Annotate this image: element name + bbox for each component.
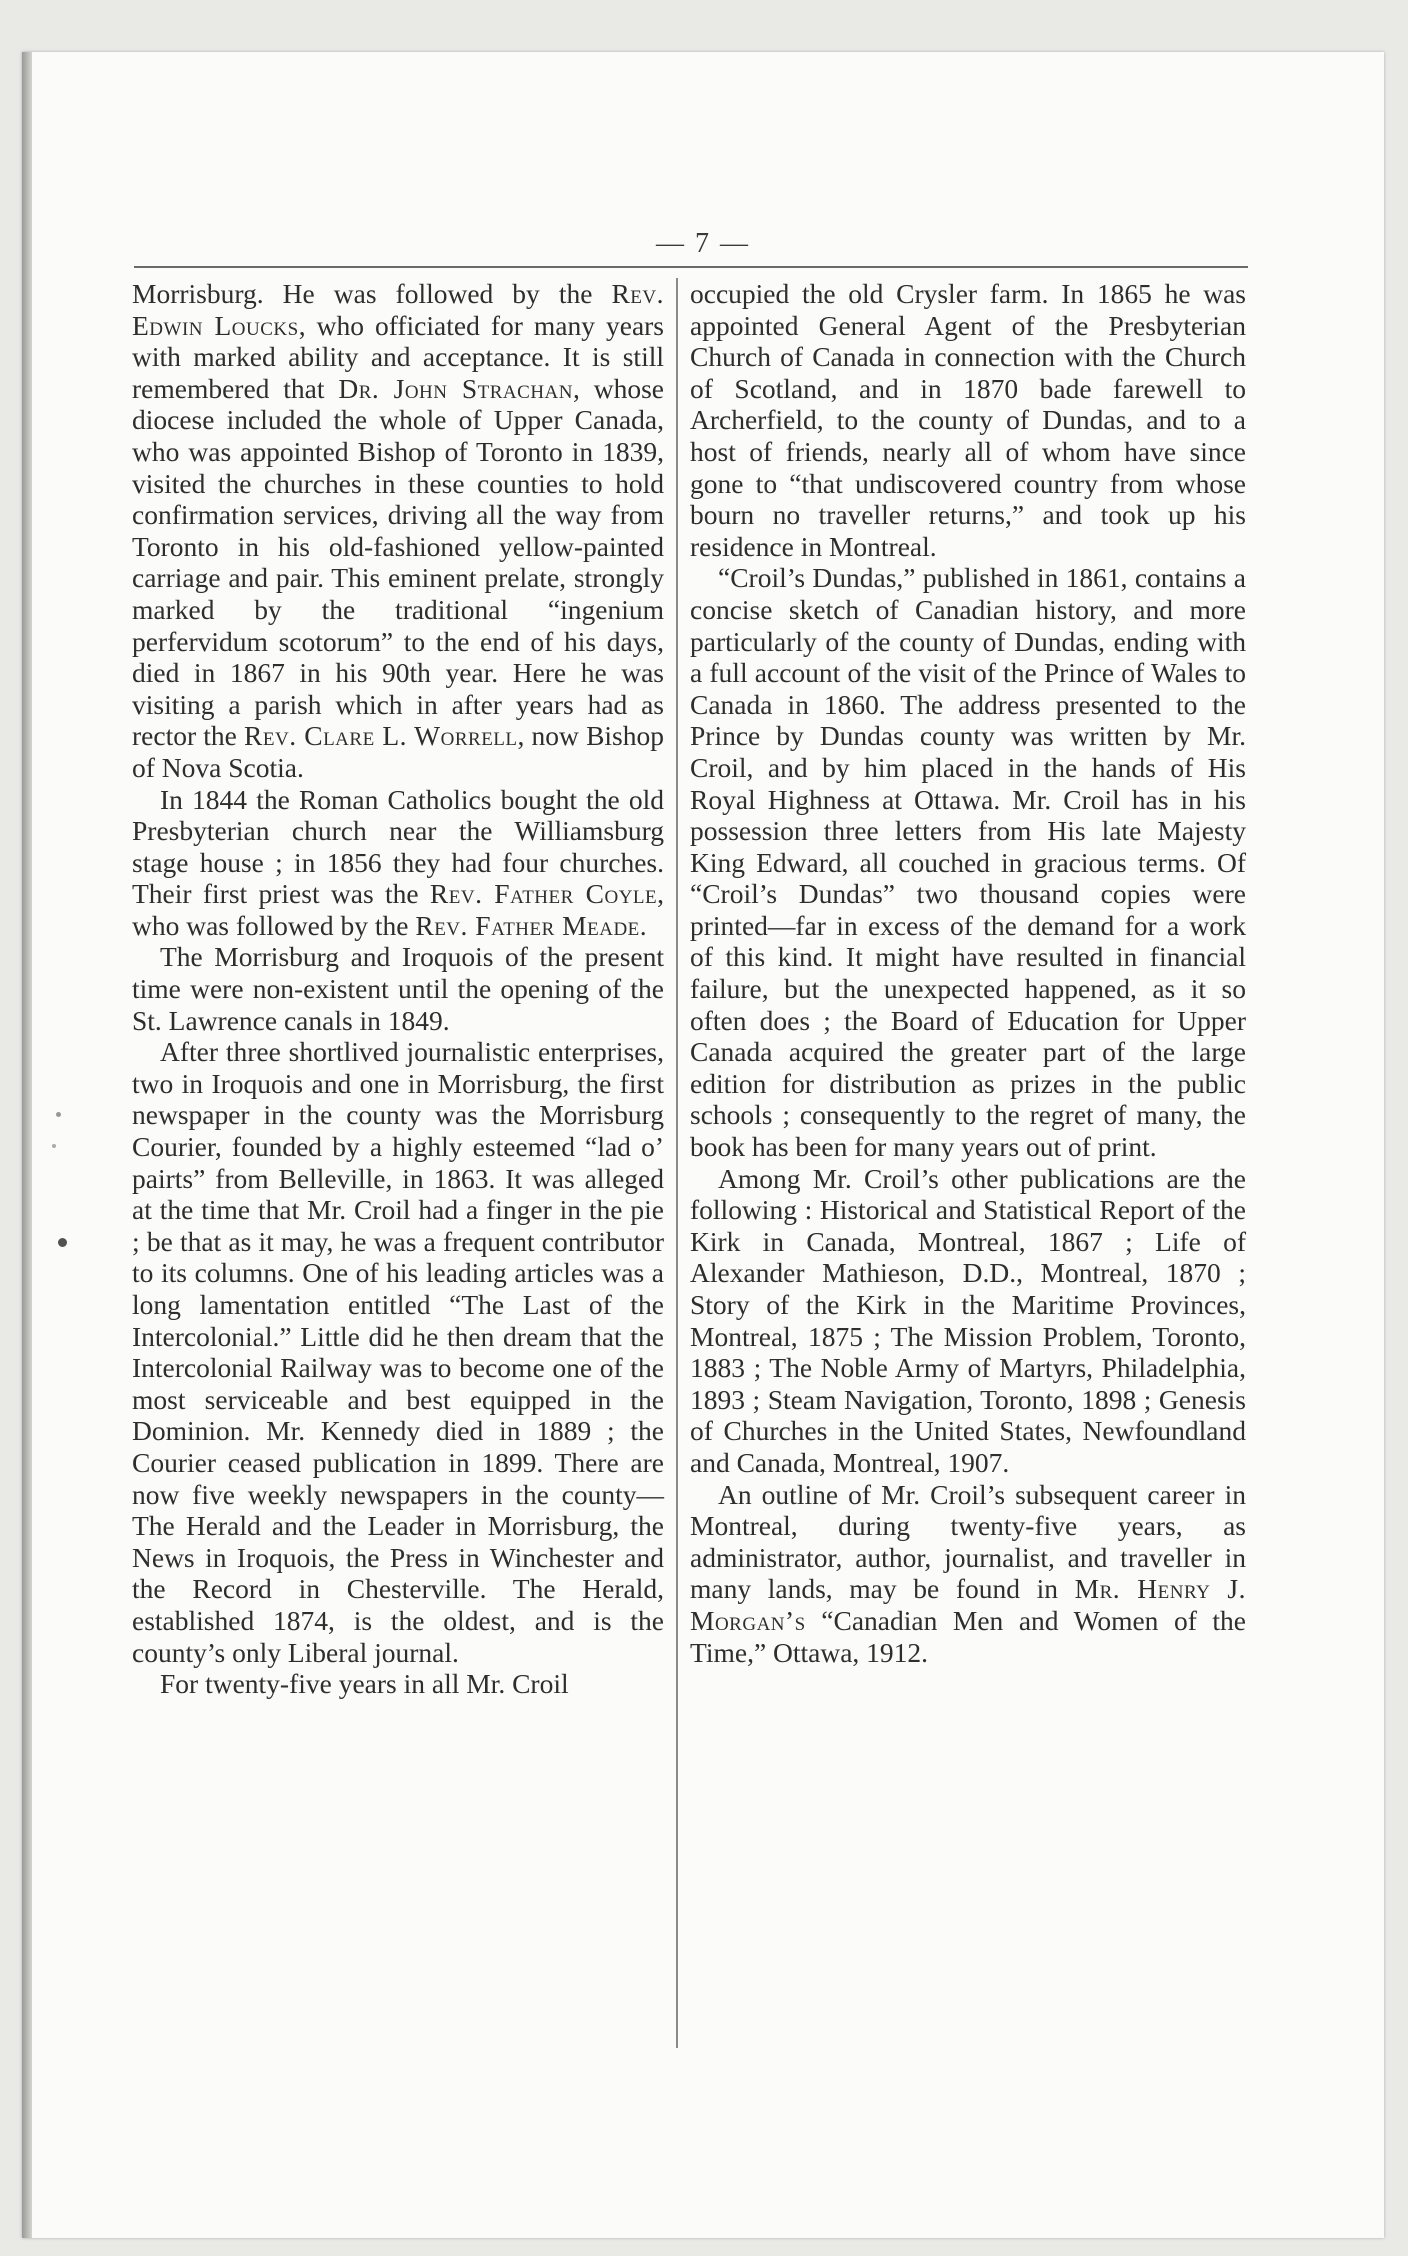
left-paragraph-3: The Morrisburg and Iroquois of the present time were non-existent until the opening of the St. Lawrence canals in 1849. [132,941,664,1036]
name-small-caps: Rev. Clare L. Worrell [244,720,518,752]
column-divider [676,278,678,2048]
text-run: . [639,909,647,941]
left-paragraph-5: For twenty-five years in all Mr. Croil [160,1668,569,1700]
left-paragraph-4: After three shortlived journalistic enterprises, two in Iroquois and one in Morrisburg, the first newspaper in the county was the Morrisburg Courier, founded by a highly esteemed “lad o’ pairts” from Belleville, in 1863. It was alleged at the time that Mr. Croil had a finger in the pie ; be that as it may, he was a frequent contributor to its columns. One of his leading articles was a long lamentation entitled “The Last of the Intercolonial.” Little did he then dream that the Intercolonial Railway was to become one of the most serviceable and best equipped in the Dominion. Mr. Kennedy died in 1889 ; the Courier ceased publication in 1899. There are now five weekly newspapers in the county—The Herald and the Leader in Morrisburg, the News in Iroquois, the Press in Winchester and the Record in Chesterville. The Herald, established 1874, is the oldest, and is the county’s only Liberal journal. [132,1036,664,1668]
name-small-caps: Mr. Henry J. Morgan’s [690,1573,1247,1636]
text-run: “Canadian Men and Women of the Time,” Ottawa, 1912. [690,1604,1246,1668]
text-run: Morrisburg. He was followed by the [132,278,612,309]
right-paragraph-2: “Croil’s Dundas,” published in 1861, contains a concise sketch of Canadian history, and more particularly of the county of Dundas, ending with a full account of the visit of the Prince of Wales to Canada in 1860. The address presented to the Prince by Dundas county was written by Mr. Croil, and by him placed in the hands of His Royal Highness at Ottawa. Mr. Croil has in his possession three letters from His late Majesty King Edward, all couched in gracious terms. Of “Croil’s Dundas” two thousand copies were printed—far in excess of the demand for a work of this kind. It might have resulted in financial failure, but the unexpected happened, as it so often does ; the Board of Education for Upper Canada acquired the greater part of the large edition for distribution as prizes in the public schools ; consequently to the regret of many, the book has been for many years out of print. [690,562,1246,1163]
text-run: An outline of Mr. Croil’s subsequent career in Montreal, during twenty-five years, as administrator, author, journalist, and traveller in many lands, may be found in [690,1478,1246,1605]
right-paragraph-1: occupied the old Crysler farm. In 1865 he was appointed General Agent of the Presbyterian Church of Canada in connection with the Church of Scotland, and in 1870 bade farewell to Archerfield, to the county of Dundas, and to a host of friends, nearly all of whom have since gone to “that undiscovered country from whose bourn no traveller returns,” and took up his residence in Montreal. [690,278,1246,562]
text-run: , who officiated for many years with marked ability and acceptance. It is still remembered that [132,309,665,404]
name-small-caps: Rev. Father Meade [415,909,640,941]
page-number: — 7 — [656,228,750,259]
paper-speck [56,1112,61,1117]
text-run: , now Bishop of Nova Scotia. [132,720,664,783]
right-paragraph-3: Among Mr. Croil’s other publications are the following : Historical and Statistical Report of the Kirk in Canada, Montreal, 1867 ; Life of Alexander Mathieson, D.D., Montreal, 1870 ; Story of the Kirk in the Maritime Provinces, Montreal, 1875 ; The Mission Problem, Toronto, 1883 ; The Noble Army of Martyrs, Philadelphia, 1893 ; Steam Navigation, Toronto, 1898 ; Genesis of Churches in the United States, Newfoundland and Canada, Montreal, 1907. [690,1162,1246,1478]
left-column [132,278,664,1700]
right-paragraph-4 [690,1479,1246,1669]
page-gutter-shadow [22,52,32,2238]
header-rule [134,266,1248,268]
right-column [690,278,1246,1668]
paper-speck [52,1144,56,1148]
text-run: In 1844 the Roman Catholics bought the old Presbyterian church near the Williamsburg stage house ; in 1856 they had four churches. Their first priest was the [132,783,664,910]
name-small-caps: Dr. John Strachan [338,372,573,404]
paper-speck [58,1238,67,1247]
name-small-caps: Rev. Edwin Loucks [132,278,664,341]
text-run: , whose diocese included the whole of Upper Canada, who was appointed Bishop of Toronto in 1839, visited the churches in these counties to hold confirmation services, driving all the way from Toronto in his old-fashioned yellow-painted carriage and pair. This eminent prelate, strongly marked by the traditional “ingenium perfervidum scotorum” to the end of his days, died in 1867 in his 90th year. Here he was visiting a parish which in after years had as rector the [132,372,664,752]
text-run: , who was followed by the [132,878,664,941]
book-page [22,52,1384,2238]
left-paragraph-2 [132,784,664,942]
name-small-caps: Rev. Father Coyle [429,878,658,910]
left-paragraph-1 [132,278,664,784]
